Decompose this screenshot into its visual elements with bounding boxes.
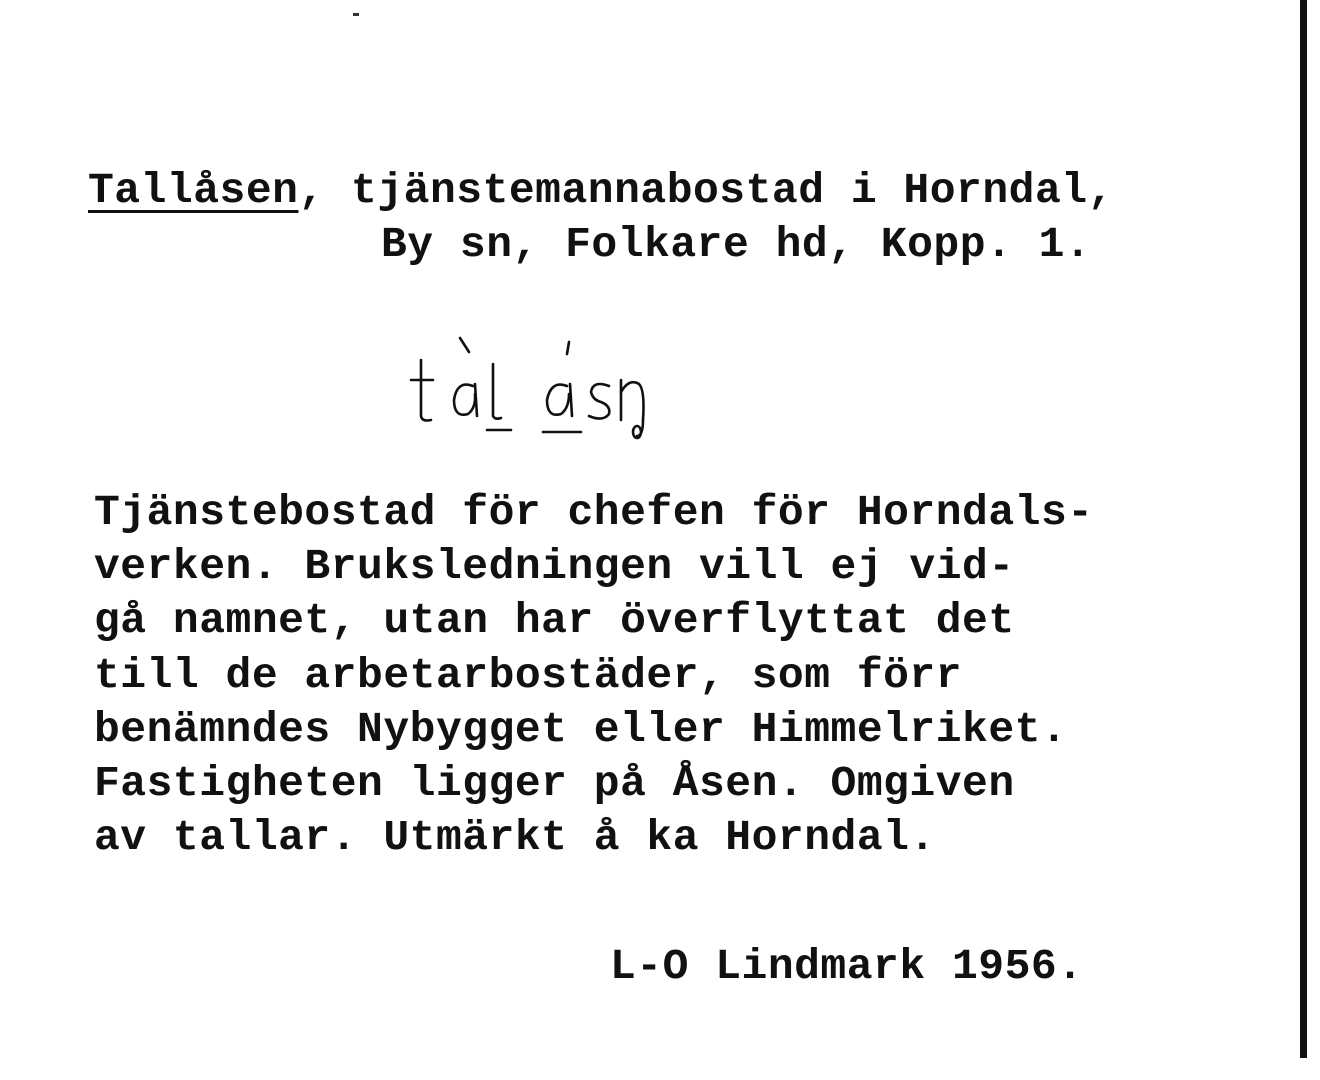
card-right-edge (1300, 0, 1307, 1058)
headword: Tallåsen (88, 166, 299, 215)
heading-line-2: By sn, Folkare hd, Kopp. 1. (381, 220, 1092, 269)
heading-description: , tjänstemannabostad i Horndal, (298, 166, 1114, 215)
card-body (94, 486, 1094, 865)
body-line: Fastigheten ligger på Åsen. Omgiven (94, 759, 1015, 809)
body-line: Tjänstebostad för chefen för Horndals- (94, 488, 1094, 537)
body-line: gå namnet, utan har överflyttat det (94, 596, 1015, 646)
phonetic-transcription-handwritten (405, 330, 675, 450)
body-line: till de arbetarbostäder, som förr (94, 650, 963, 700)
signature: L-O Lindmark 1956. (610, 942, 1084, 991)
heading-line-1 (88, 164, 1114, 218)
scan-speck (353, 13, 359, 16)
body-line: av tallar. Utmärkt å ka Horndal. (94, 813, 936, 863)
body-line: benämndes Nybygget eller Himmelriket. (94, 704, 1068, 754)
body-line: verken. Bruksledningen vill ej vid- (94, 542, 1015, 592)
